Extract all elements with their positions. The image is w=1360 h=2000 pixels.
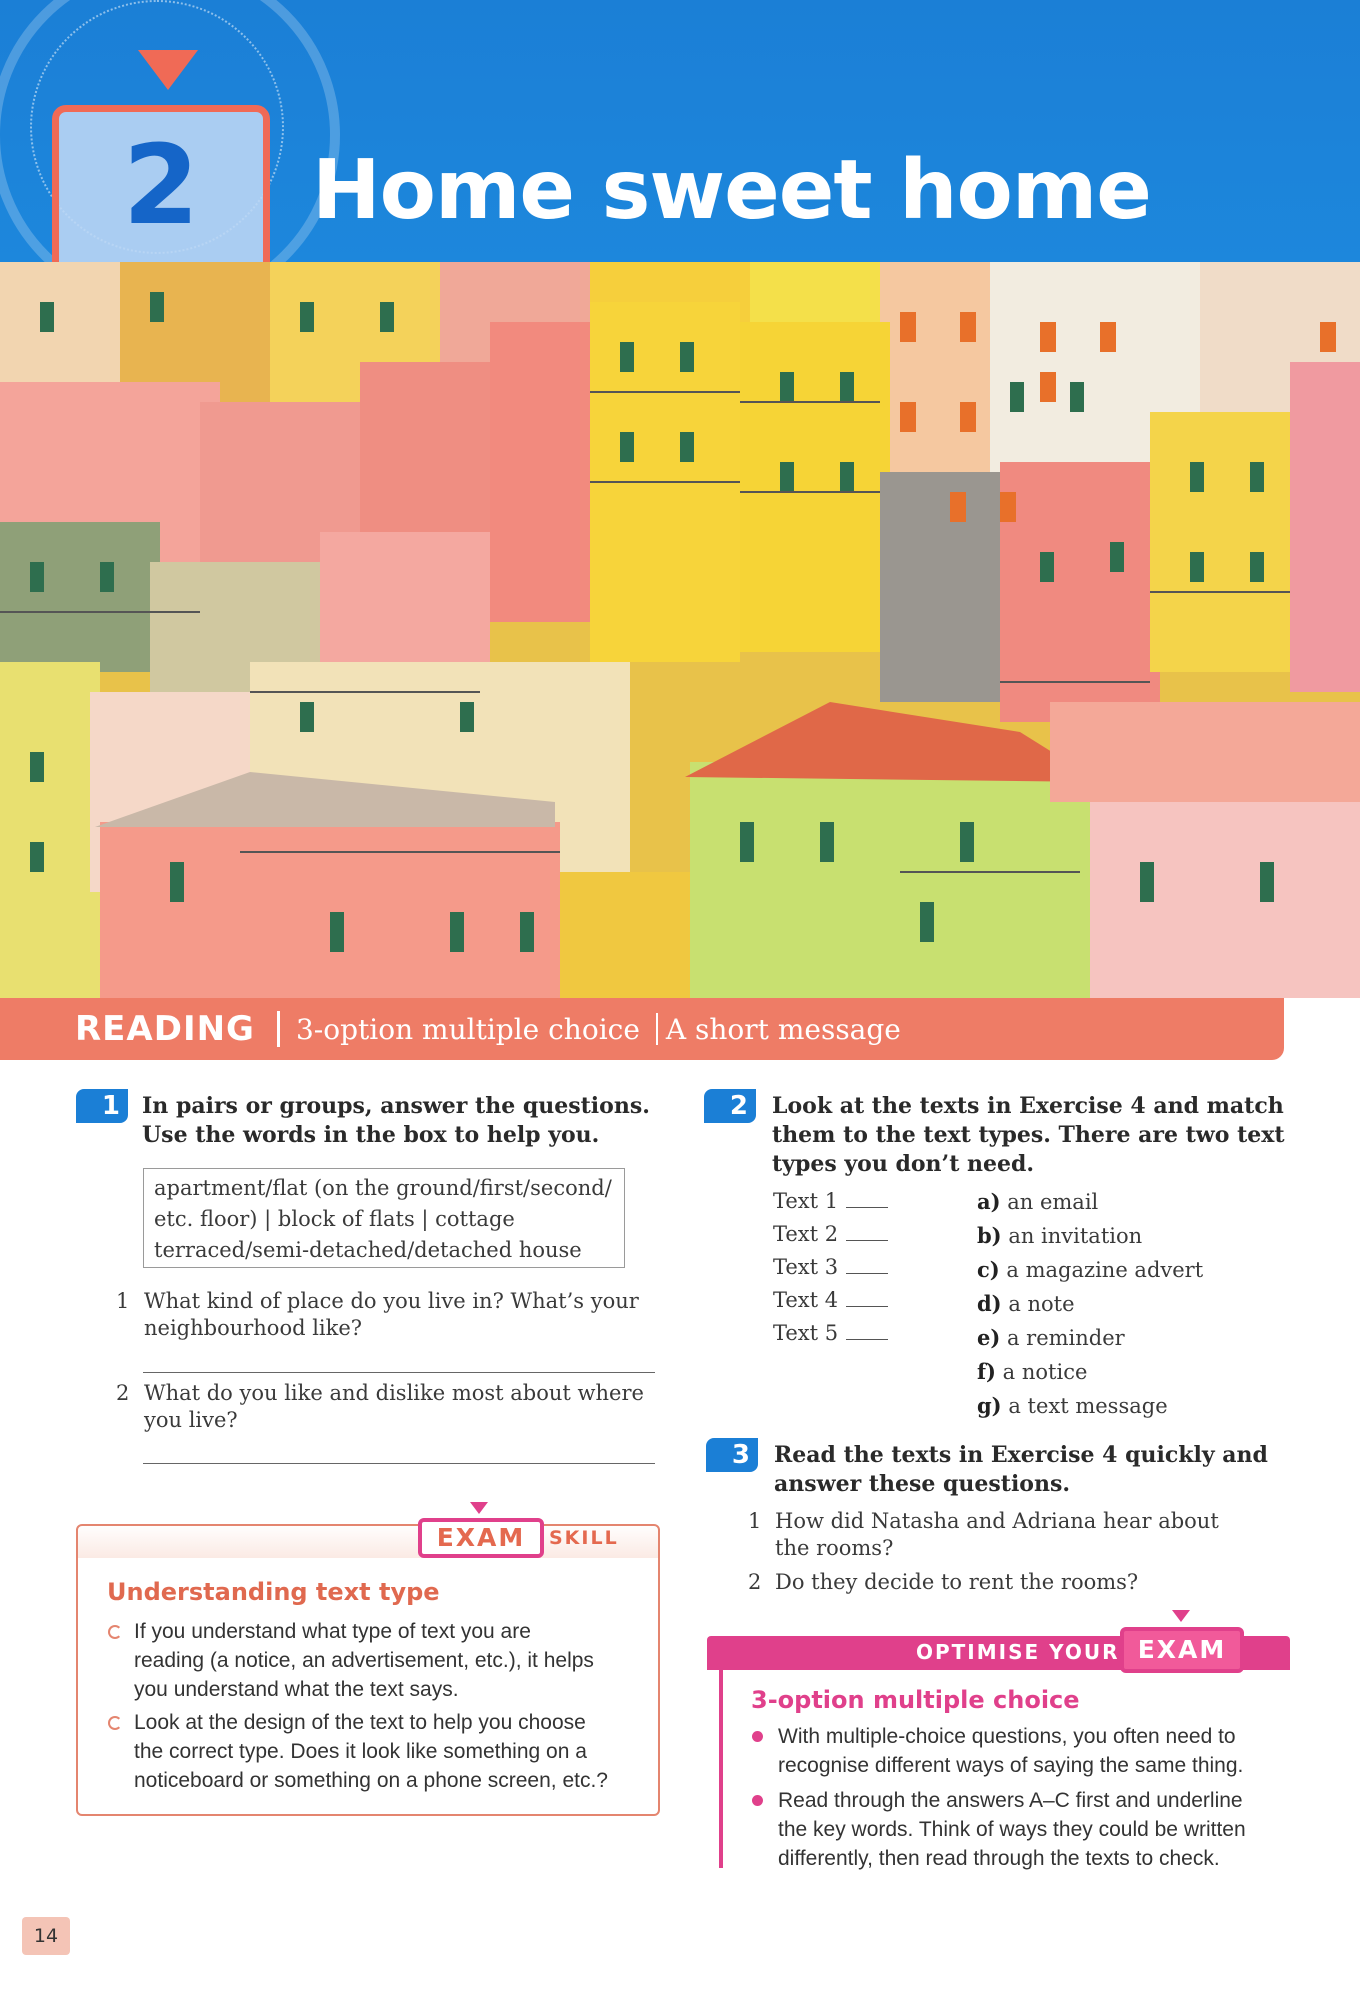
tip-line: If you understand what type of text you are [134,1620,531,1643]
text-item [773,1185,888,1218]
answer-blank[interactable] [846,1321,888,1340]
divider [656,1013,658,1045]
option-label: a magazine advert [1006,1258,1204,1282]
pointer-icon [470,1502,488,1514]
answer-line[interactable] [143,1372,655,1373]
text-item [773,1317,888,1350]
exam-tip [134,1708,608,1795]
text-type-option [977,1321,1203,1355]
tip-line: recognise different ways of saying the same thing. [778,1754,1244,1777]
unit-number: 2 [122,121,200,249]
task-label: 3-option multiple choice [295,1012,640,1046]
option-letter: a) [977,1189,1001,1214]
unit-header [0,0,1360,262]
word-box [143,1168,625,1268]
unit-number-box [52,105,270,262]
tip-line: reading (a notice, an advertisement, etc.), it helps [134,1649,594,1672]
text-type-list [977,1185,1203,1423]
optimise-side-rule [719,1670,723,1868]
option-letter: g) [977,1393,1002,1418]
unit-title: Home sweet home [312,143,1151,238]
text-label: Text 5 [773,1321,839,1345]
option-letter: d) [977,1291,1002,1316]
option-label: a note [1008,1292,1075,1316]
question-number: 2 [116,1381,130,1405]
instruction-line: Read the texts in Exercise 4 quickly and [774,1442,1268,1468]
question-line: neighbourhood like? [144,1316,363,1340]
option-letter: f) [977,1359,996,1384]
exercise-instruction [774,1441,1268,1499]
text-type-option [977,1219,1203,1253]
tip-line: Look at the design of the text to help you choose [134,1711,586,1734]
tip-line: noticeboard or something on a phone screen, etc.? [134,1769,608,1792]
tip-line: differently, then read through the texts to check. [778,1847,1220,1870]
unit-pointer-icon [138,50,198,90]
exercise-number-badge: 2 [704,1089,756,1123]
text-type-option [977,1185,1203,1219]
option-label: a text message [1008,1394,1168,1418]
question-text: Do they decide to rent the rooms? [775,1570,1139,1594]
optimise-heading: 3-option multiple choice [751,1686,1080,1714]
exercise-instruction [142,1092,650,1150]
word-box-line: apartment/flat (on the ground/first/second/ [154,1176,612,1200]
option-letter: c) [977,1257,1000,1282]
text-type-option [977,1389,1203,1423]
instruction-line: Use the words in the box to help you. [142,1122,600,1148]
exercise-instruction [772,1092,1285,1179]
answer-line[interactable] [143,1463,655,1464]
bullet-icon [752,1731,763,1742]
tip-line: Read through the answers A–C first and underline [778,1789,1243,1812]
page-number: 14 [22,1917,70,1955]
instruction-line: them to the text types. There are two text [772,1122,1285,1148]
answer-blank[interactable] [846,1288,888,1307]
topic-label: A short message [665,1012,901,1046]
option-label: an invitation [1008,1224,1143,1248]
question-number: 1 [116,1289,130,1313]
word-box-line: etc. floor) | block of flats | cottage [154,1207,515,1231]
exercise-number-badge: 1 [76,1089,128,1123]
question-line: you live? [144,1408,238,1432]
question-number: 1 [748,1509,762,1533]
bullet-icon [752,1795,763,1806]
instruction-line: In pairs or groups, answer the questions. [142,1093,650,1119]
question-line: the rooms? [775,1536,894,1560]
optimise-label: OPTIMISE YOUR [916,1640,1120,1664]
optimise-tip [778,1722,1243,1780]
tip-line: the key words. Think of ways they could be written [778,1818,1246,1841]
question-line: What do you like and dislike most about where [144,1381,644,1405]
colorful-houses-photo [0,262,1360,998]
exercise-number-badge: 3 [706,1438,758,1472]
divider [277,1011,280,1047]
tip-line: With multiple-choice questions, you often need to [778,1725,1236,1748]
exam-tag: EXAM [418,1518,544,1558]
instruction-line: Look at the texts in Exercise 4 and match [772,1093,1284,1119]
option-label: an email [1007,1190,1099,1214]
question-text [775,1508,1219,1562]
text-item [773,1218,888,1251]
text-type-option [977,1287,1203,1321]
section-label: READING [75,1009,255,1049]
question-text [144,1288,639,1342]
question-text [144,1380,644,1434]
exam-skill-heading: Understanding text type [107,1578,440,1606]
answer-blank[interactable] [846,1189,888,1208]
option-label: a notice [1002,1360,1088,1384]
optimise-tip [778,1786,1246,1873]
text-list [773,1185,888,1350]
instruction-line: answer these questions. [774,1471,1071,1497]
bullet-icon [108,1716,122,1730]
exam-tip [134,1617,594,1704]
question-line: How did Natasha and Adriana hear about [775,1509,1219,1533]
text-type-option [977,1253,1203,1287]
pointer-icon [1172,1610,1190,1622]
text-label: Text 4 [773,1288,839,1312]
question-number: 2 [748,1570,762,1594]
text-item [773,1251,888,1284]
skill-tag: SKILL [549,1527,619,1549]
text-label: Text 2 [773,1222,839,1246]
tip-line: the correct type. Does it look like something on a [134,1740,587,1763]
question-line: What kind of place do you live in? What’s your [144,1289,639,1313]
instruction-line: types you don’t need. [772,1151,1035,1177]
option-label: a reminder [1006,1326,1125,1350]
answer-blank[interactable] [846,1222,888,1241]
answer-blank[interactable] [846,1255,888,1274]
bullet-icon [108,1625,122,1639]
reading-banner [0,998,1284,1060]
text-type-option [977,1355,1203,1389]
word-box-line: terraced/semi-detached/detached house [154,1238,582,1262]
text-label: Text 3 [773,1255,839,1279]
text-item [773,1284,888,1317]
text-label: Text 1 [773,1189,839,1213]
exam-tag: EXAM [1120,1627,1244,1673]
tip-line: you understand what the text says. [134,1678,459,1701]
option-letter: b) [977,1223,1002,1248]
option-letter: e) [977,1325,1001,1350]
